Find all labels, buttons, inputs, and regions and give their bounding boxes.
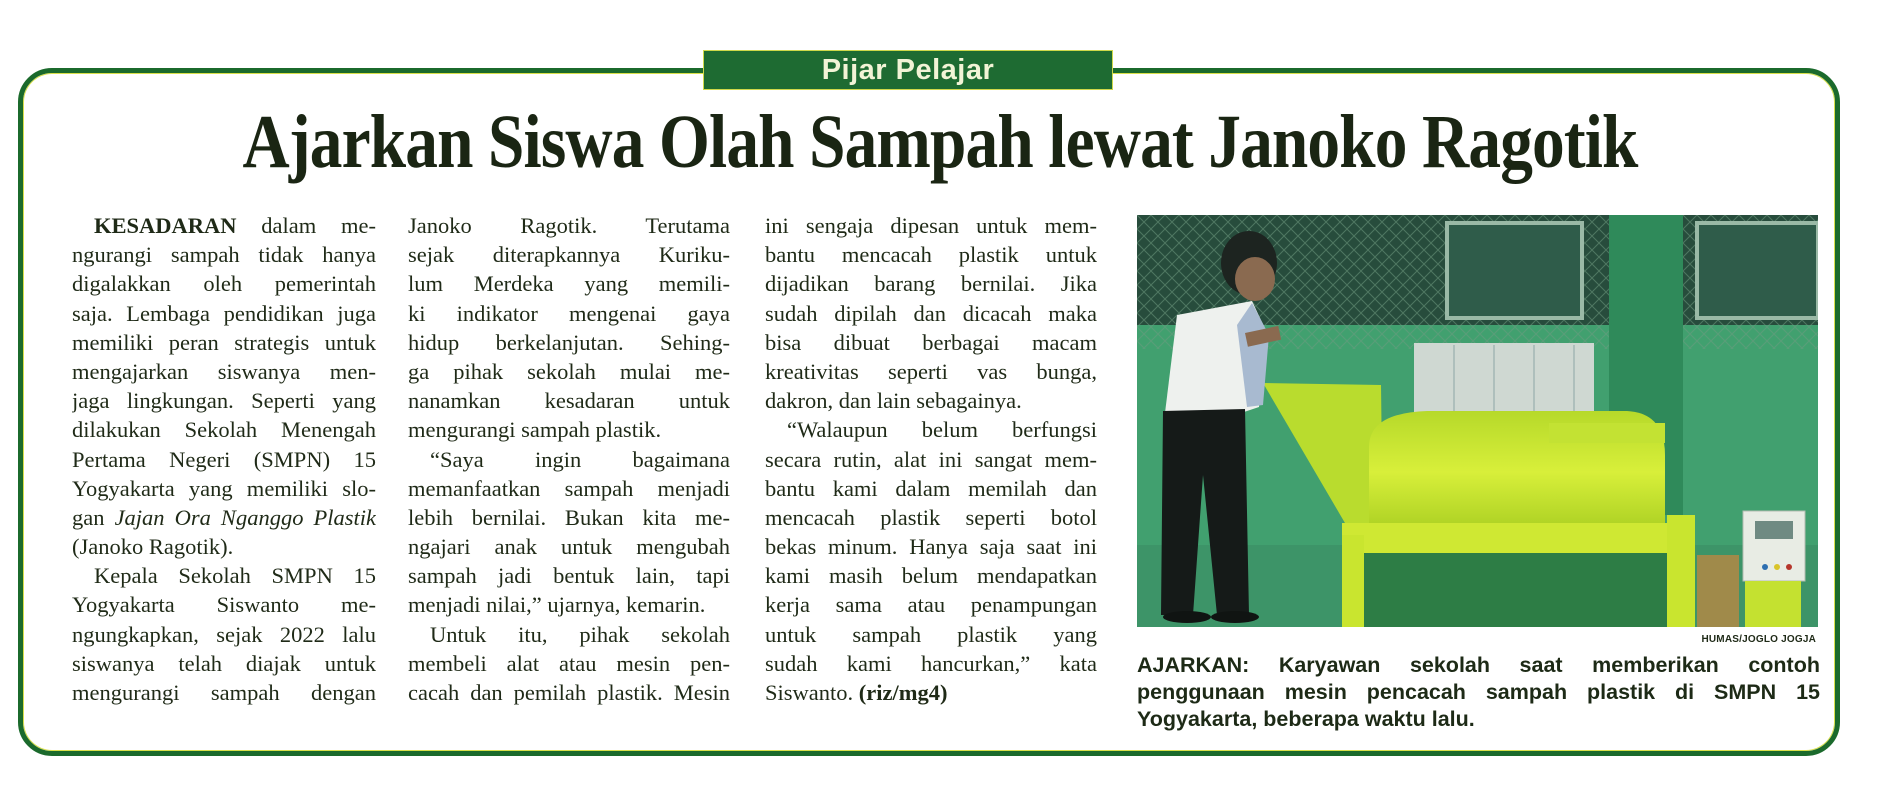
text-line — [408, 299, 730, 328]
text-line — [72, 561, 376, 590]
article-column-3 — [765, 211, 1097, 707]
line-text: kami masih belum mendapatkan — [765, 563, 1097, 589]
text-line — [72, 532, 376, 561]
text-line — [72, 620, 376, 649]
text-line — [72, 386, 376, 415]
text-line — [765, 678, 1097, 707]
text-line — [408, 590, 730, 619]
line-text: untuk sampah plastik yang — [765, 621, 1097, 647]
line-text: ki indikator mengenai gaya — [408, 300, 730, 326]
line-text: Kepala Sekolah SMPN 15 — [94, 563, 376, 589]
line-text: sampah jadi bentuk lain, tapi — [408, 563, 730, 589]
text-line — [408, 532, 730, 561]
line-text: ini sengaja dipesan untuk mem- — [765, 213, 1097, 238]
text-line — [72, 474, 376, 503]
line-text: kreativitas seperti vas bunga, — [765, 358, 1097, 384]
line-text: “Saya ingin bagaimana — [430, 446, 730, 472]
text-line — [408, 328, 730, 357]
text-line — [72, 678, 376, 707]
text-line — [408, 620, 730, 649]
line-text: cacah dan pemilah plastik. Mesin — [408, 680, 730, 705]
line-text: sejak diterapkannya Kuriku- — [408, 242, 730, 268]
line-text: Siswanto. — [765, 680, 859, 705]
line-text: Janoko Ragotik. Terutama — [408, 213, 730, 238]
line-text: bekas minum. Hanya saja saat ini — [765, 534, 1097, 560]
text-line — [765, 503, 1097, 532]
line-text: hidup berkelanjutan. Sehing- — [408, 329, 730, 355]
text-line — [408, 649, 730, 678]
text-line — [72, 415, 376, 444]
text-line — [408, 474, 730, 503]
article-column-2 — [408, 211, 730, 707]
line-text: bantu mencacah plastik untuk — [765, 242, 1097, 268]
text-line — [408, 561, 730, 590]
text-line — [408, 269, 730, 298]
text-line — [72, 445, 376, 474]
line-text: secara rutin, alat ini sangat mem- — [765, 446, 1097, 472]
line-text: Pertama Negeri (SMPN) 15 — [72, 446, 376, 472]
author-code: (riz/mg4) — [858, 680, 948, 705]
line-text: Untuk itu, pihak sekolah — [430, 621, 730, 647]
photo-credit: HUMAS/JOGLO JOGJA — [1701, 634, 1816, 645]
photo-illustration — [1137, 215, 1818, 627]
text-line — [408, 415, 730, 444]
headline: Ajarkan Siswa Olah Sampah lewat Janoko Ragotik — [242, 99, 1638, 184]
line-text: lebih bernilai. Bukan kita me- — [408, 504, 730, 530]
text-line — [72, 357, 376, 386]
line-text: bisa dibuat berbagai macam — [765, 329, 1097, 355]
text-line — [408, 240, 730, 269]
article-column-1 — [72, 211, 376, 707]
line-text: mengurangi sampah plastik. — [408, 417, 662, 443]
line-text: memiliki peran strategis untuk — [72, 329, 376, 355]
line-text: digalakkan oleh pemerintah — [72, 271, 376, 297]
text-line — [765, 386, 1097, 415]
line-text: siswanya telah diajak untuk — [72, 650, 376, 676]
text-line — [765, 649, 1097, 678]
line-text: Yogyakarta Siswanto me- — [72, 592, 376, 618]
text-line — [765, 240, 1097, 269]
line-text: jaga lingkungan. Seperti yang — [72, 388, 376, 414]
slogan-italic: Jajan Ora Nganggo Plastik — [114, 504, 376, 530]
text-line — [765, 532, 1097, 561]
article-photo — [1137, 215, 1818, 627]
line-text: ngajari anak untuk mengubah — [408, 534, 730, 560]
caption-line: penggunaan mesin pencacah sampah plastik di SMPN 15 — [1137, 680, 1820, 704]
line-text: dijadikan barang bernilai. Jika — [765, 271, 1097, 297]
rubric-label: Pijar Pelajar — [821, 53, 995, 86]
caption-line: Yogyakarta, beberapa waktu lalu. — [1137, 707, 1475, 731]
line-text: kerja sama atau penampungan — [765, 592, 1097, 618]
line-text: nanamkan kesadaran untuk — [408, 388, 730, 414]
text-line — [72, 299, 376, 328]
text-line — [765, 269, 1097, 298]
text-line — [72, 240, 376, 269]
text-line — [408, 503, 730, 532]
text-line — [765, 474, 1097, 503]
line-text: gan — [72, 504, 115, 530]
text-line — [765, 328, 1097, 357]
caption-line: AJARKAN: Karyawan sekolah saat memberikan contoh — [1137, 653, 1820, 677]
text-line — [72, 269, 376, 298]
text-line — [408, 386, 730, 415]
line-text: memanfaatkan sampah menjadi — [408, 475, 730, 501]
line-text: bantu kami dalam memilah dan — [765, 475, 1097, 501]
text-line — [765, 445, 1097, 474]
line-text: saja. Lembaga pendidikan juga — [72, 300, 376, 326]
lead-word: KESADARAN — [94, 213, 237, 238]
line-text: dakron, dan lain sebagainya. — [765, 388, 1022, 414]
line-text: ngungkapkan, sejak 2022 lalu — [72, 621, 376, 647]
text-line — [765, 561, 1097, 590]
line-text: mengurangi sampah dengan — [72, 680, 376, 705]
text-line — [72, 590, 376, 619]
text-line — [408, 357, 730, 386]
line-text: ngurangi sampah tidak hanya — [72, 242, 376, 268]
line-text: ga pihak sekolah mulai me- — [408, 358, 730, 384]
line-text: “Walaupun belum berfungsi — [787, 417, 1097, 443]
text-line — [765, 211, 1097, 240]
text-line — [72, 503, 376, 532]
line-text: lum Merdeka yang memili- — [408, 271, 730, 297]
line-text: (Janoko Ragotik). — [72, 534, 234, 560]
text-line — [72, 328, 376, 357]
line-text: mengajarkan siswanya men- — [72, 358, 376, 384]
text-line — [765, 299, 1097, 328]
text-line — [765, 415, 1097, 444]
text-line — [765, 620, 1097, 649]
line-text: Yogyakarta yang memiliki slo- — [72, 475, 376, 501]
text-line — [408, 211, 730, 240]
section-rubric — [703, 50, 1113, 90]
text-line — [765, 357, 1097, 386]
line-text: dalam me- — [236, 213, 376, 238]
line-text: sudah kami hancurkan,” kata — [765, 650, 1097, 676]
text-line — [408, 445, 730, 474]
text-line — [408, 678, 730, 707]
text-line — [72, 649, 376, 678]
photo-caption — [1137, 652, 1820, 733]
line-text: membeli alat atau mesin pen- — [408, 650, 730, 676]
text-line — [765, 590, 1097, 619]
line-text: dilakukan Sekolah Menengah — [72, 417, 376, 443]
text-line — [72, 211, 376, 240]
headline-container — [60, 96, 1820, 188]
line-text: menjadi nilai,” ujarnya, kemarin. — [408, 592, 706, 618]
line-text: mencacah plastik seperti botol — [765, 504, 1097, 530]
line-text: sudah dipilah dan dicacah maka — [765, 300, 1097, 326]
